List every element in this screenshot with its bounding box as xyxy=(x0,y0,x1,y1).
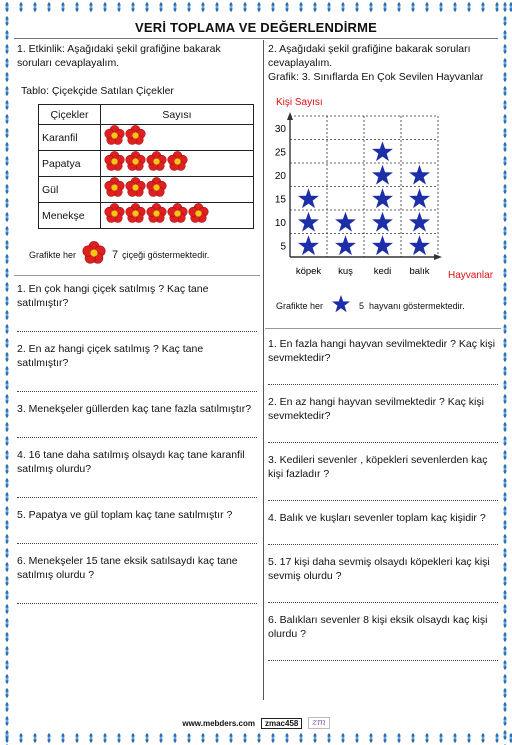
border-ornament-icon xyxy=(406,0,420,14)
border-ornament-icon xyxy=(126,731,140,745)
x-tick-label: balık xyxy=(409,266,430,277)
border-ornament-icon xyxy=(0,252,14,266)
border-ornament-icon xyxy=(0,434,14,448)
border-ornament-icon xyxy=(294,0,308,14)
y-tick-label: 5 xyxy=(280,241,286,253)
y-axis-arrow xyxy=(287,112,293,120)
border-ornament-icon xyxy=(0,0,14,14)
star-marker xyxy=(372,212,393,232)
border-ornament-icon xyxy=(0,266,14,280)
star-marker xyxy=(409,235,430,255)
border-ornament-icon xyxy=(0,504,14,518)
border-ornament-icon xyxy=(420,0,434,14)
question xyxy=(17,282,257,332)
border-ornament-icon xyxy=(364,731,378,745)
flower-icon xyxy=(167,151,188,176)
answer-line[interactable] xyxy=(268,365,498,385)
question-text: 1. En fazla hangi hayvan sevilmektedir ? Kaç kişi sevmektedir? xyxy=(268,338,496,364)
border-ornament-icon xyxy=(498,336,512,350)
border-ornament-icon xyxy=(406,731,420,745)
column-divider xyxy=(263,40,264,700)
border-ornament-icon xyxy=(498,224,512,238)
border-ornament-icon xyxy=(498,728,512,742)
footer xyxy=(0,717,512,729)
y-tick-label: 25 xyxy=(274,147,286,159)
star-marker xyxy=(335,212,356,232)
border-ornament-icon xyxy=(392,0,406,14)
border-ornament-icon xyxy=(154,731,168,745)
flower-icon xyxy=(76,241,112,269)
border-ornament-icon xyxy=(434,0,448,14)
y-tick-label: 15 xyxy=(274,194,286,206)
border-ornament-icon xyxy=(0,728,14,742)
star-marker xyxy=(372,188,393,208)
answer-line[interactable] xyxy=(268,481,498,501)
border-ornament-icon xyxy=(498,462,512,476)
border-ornament-icon xyxy=(498,350,512,364)
border-ornament-icon xyxy=(498,56,512,70)
border-ornament-icon xyxy=(498,252,512,266)
question xyxy=(268,395,498,443)
star-marker xyxy=(298,235,319,255)
flower-count-cell xyxy=(101,125,254,151)
border-ornament-icon xyxy=(0,490,14,504)
border-ornament-icon xyxy=(0,112,14,126)
star-marker xyxy=(409,188,430,208)
flower-icon xyxy=(146,203,167,228)
border-ornament-icon xyxy=(0,476,14,490)
border-ornament-icon xyxy=(498,266,512,280)
border-ornament-icon xyxy=(498,70,512,84)
answer-line[interactable] xyxy=(268,583,498,603)
border-ornament-icon xyxy=(498,238,512,252)
border-ornament-icon xyxy=(28,0,42,14)
table-row xyxy=(39,125,254,151)
star-marker xyxy=(409,212,430,232)
question xyxy=(268,511,498,545)
border-ornament-icon xyxy=(498,616,512,630)
border-ornament-icon xyxy=(498,210,512,224)
border-ornament-icon xyxy=(56,731,70,745)
star-key-number: 5 xyxy=(359,301,365,311)
border-ornament-icon xyxy=(0,336,14,350)
question-text: 5. 17 kişi daha sevmiş olsaydı köpekleri kaç kişi sevmiş olurdu ? xyxy=(268,556,490,582)
border-ornament-icon xyxy=(498,322,512,336)
border-ornament-icon xyxy=(498,378,512,392)
question xyxy=(268,453,498,501)
border-ornament-icon xyxy=(498,196,512,210)
border-ornament-icon xyxy=(498,448,512,462)
border-ornament-icon xyxy=(0,126,14,140)
flower-icon xyxy=(125,125,146,150)
border-ornament-icon xyxy=(280,0,294,14)
y-tick-label: 10 xyxy=(274,217,286,229)
border-ornament-icon xyxy=(364,0,378,14)
question xyxy=(17,508,257,544)
title-divider xyxy=(14,38,498,39)
question xyxy=(268,337,498,385)
border-ornament-icon xyxy=(0,56,14,70)
page-title: VERİ TOPLAMA VE DEĞERLENDİRME xyxy=(135,20,377,35)
border-ornament-icon xyxy=(14,731,28,745)
border-ornament-icon xyxy=(350,0,364,14)
page-border-top xyxy=(0,0,512,14)
answer-line[interactable] xyxy=(268,525,498,545)
border-ornament-icon xyxy=(252,0,266,14)
question xyxy=(17,554,257,604)
border-ornament-icon xyxy=(322,731,336,745)
border-ornament-icon xyxy=(498,112,512,126)
flower-icon xyxy=(167,203,188,228)
flower-name: Gül xyxy=(39,177,101,203)
border-ornament-icon xyxy=(56,0,70,14)
border-ornament-icon xyxy=(498,658,512,672)
border-ornament-icon xyxy=(0,322,14,336)
star-marker xyxy=(372,165,393,185)
border-ornament-icon xyxy=(42,731,56,745)
border-ornament-icon xyxy=(350,731,364,745)
right-column xyxy=(268,42,498,671)
border-ornament-icon xyxy=(0,196,14,210)
border-ornament-icon xyxy=(448,731,462,745)
border-ornament-icon xyxy=(308,0,322,14)
border-ornament-icon xyxy=(420,731,434,745)
x-tick-label: kuş xyxy=(338,266,353,277)
border-ornament-icon xyxy=(498,490,512,504)
border-ornament-icon xyxy=(140,731,154,745)
border-ornament-icon xyxy=(0,280,14,294)
border-ornament-icon xyxy=(498,574,512,588)
border-ornament-icon xyxy=(0,602,14,616)
activity-1-intro: 1. Etkinlik: Aşağıdaki şekil grafiğine bakarak soruları cevaplayalım. xyxy=(17,43,221,69)
border-ornament-icon xyxy=(498,686,512,700)
border-ornament-icon xyxy=(498,476,512,490)
border-ornament-icon xyxy=(0,616,14,630)
key-divider-right xyxy=(265,328,501,329)
border-ornament-icon xyxy=(0,98,14,112)
border-ornament-icon xyxy=(196,731,210,745)
answer-line[interactable] xyxy=(17,310,257,332)
border-ornament-icon xyxy=(84,731,98,745)
border-ornament-icon xyxy=(0,700,14,714)
page-border-bottom xyxy=(0,731,512,745)
border-ornament-icon xyxy=(498,294,512,308)
flower-icon xyxy=(104,203,125,228)
question xyxy=(268,555,498,603)
border-ornament-icon xyxy=(498,168,512,182)
table-row xyxy=(39,151,254,177)
flower-icon xyxy=(188,203,209,228)
border-ornament-icon xyxy=(0,392,14,406)
border-ornament-icon xyxy=(182,731,196,745)
border-ornament-icon xyxy=(0,588,14,602)
border-ornament-icon xyxy=(14,0,28,14)
border-ornament-icon xyxy=(112,0,126,14)
border-ornament-icon xyxy=(498,126,512,140)
footer-logo: zm xyxy=(308,717,329,729)
question-text: 6. Menekşeler 15 tane eksik satılsaydı kaç tane satılmış olurdu ? xyxy=(17,555,238,581)
border-ornament-icon xyxy=(378,0,392,14)
star-marker xyxy=(372,141,393,161)
border-ornament-icon xyxy=(0,448,14,462)
star-marker xyxy=(298,188,319,208)
border-ornament-icon xyxy=(168,0,182,14)
star-key-prefix: Grafikte her xyxy=(276,301,324,311)
border-ornament-icon xyxy=(168,731,182,745)
x-axis-arrow xyxy=(434,254,442,260)
chart-xlabel: Hayvanlar xyxy=(448,270,494,281)
question-text: 2. En az hangi çiçek satılmış ? Kaç tane satılmıştır? xyxy=(17,343,204,369)
border-ornament-icon xyxy=(210,0,224,14)
border-ornament-icon xyxy=(498,546,512,560)
table-row xyxy=(39,177,254,203)
page-border-left xyxy=(0,0,14,745)
border-ornament-icon xyxy=(238,731,252,745)
answer-line[interactable] xyxy=(17,370,257,392)
border-ornament-icon xyxy=(0,462,14,476)
border-ornament-icon xyxy=(462,731,476,745)
question-text: 3. Menekşeler güllerden kaç tane fazla satılmıştır? xyxy=(17,403,252,415)
answer-line[interactable] xyxy=(268,641,498,661)
border-ornament-icon xyxy=(498,84,512,98)
border-ornament-icon xyxy=(498,0,512,14)
key-divider-left xyxy=(14,275,260,276)
star-key-suffix: hayvanı göstermektedir. xyxy=(369,301,465,311)
border-ornament-icon xyxy=(498,420,512,434)
question xyxy=(17,402,257,438)
star-marker xyxy=(372,235,393,255)
question xyxy=(268,613,498,661)
answer-line[interactable] xyxy=(268,423,498,443)
y-tick-label: 20 xyxy=(274,170,286,182)
border-ornament-icon xyxy=(0,672,14,686)
footer-site: www.mebders.com xyxy=(182,718,255,728)
border-ornament-icon xyxy=(280,731,294,745)
answer-line[interactable] xyxy=(17,476,257,498)
star-marker xyxy=(335,235,356,255)
question xyxy=(17,448,257,498)
y-tick-label: 30 xyxy=(274,123,286,135)
flower-count-cell xyxy=(101,177,254,203)
flower-icon xyxy=(125,203,146,228)
border-ornament-icon xyxy=(0,560,14,574)
border-ornament-icon xyxy=(0,378,14,392)
border-ornament-icon xyxy=(0,532,14,546)
question-text: 2. En az hangi hayvan sevilmektedir ? Kaç kişi sevmektedir? xyxy=(268,396,484,422)
border-ornament-icon xyxy=(498,504,512,518)
table-header-flowers: Çiçekler xyxy=(39,105,101,125)
border-ornament-icon xyxy=(462,0,476,14)
border-ornament-icon xyxy=(252,731,266,745)
border-ornament-icon xyxy=(308,731,322,745)
border-ornament-icon xyxy=(28,731,42,745)
border-ornament-icon xyxy=(498,280,512,294)
border-ornament-icon xyxy=(498,140,512,154)
flower-icon xyxy=(125,177,146,202)
border-ornament-icon xyxy=(0,42,14,56)
question-text: 1. En çok hangi çiçek satılmış ? Kaç tane satılmıştır? xyxy=(17,283,209,309)
border-ornament-icon xyxy=(476,731,490,745)
question-text: 5. Papatya ve gül toplam kaç tane satılmıştır ? xyxy=(17,509,233,521)
table-row xyxy=(39,203,254,229)
border-ornament-icon xyxy=(498,434,512,448)
border-ornament-icon xyxy=(476,0,490,14)
border-ornament-icon xyxy=(498,406,512,420)
flower-key-prefix: Grafikte her xyxy=(29,250,77,260)
flower-count-cell xyxy=(101,151,254,177)
border-ornament-icon xyxy=(154,0,168,14)
star-marker xyxy=(298,212,319,232)
border-ornament-icon xyxy=(498,518,512,532)
border-ornament-icon xyxy=(0,238,14,252)
border-ornament-icon xyxy=(0,518,14,532)
border-ornament-icon xyxy=(224,0,238,14)
border-ornament-icon xyxy=(322,0,336,14)
star-marker xyxy=(409,165,430,185)
border-ornament-icon xyxy=(0,84,14,98)
x-tick-label: köpek xyxy=(295,266,322,277)
x-tick-label: kedi xyxy=(373,266,392,277)
border-ornament-icon xyxy=(336,731,350,745)
question-text: 4. Balık ve kuşları sevenler toplam kaç kişidir ? xyxy=(268,512,486,524)
border-ornament-icon xyxy=(0,224,14,238)
border-ornament-icon xyxy=(0,140,14,154)
border-ornament-icon xyxy=(0,350,14,364)
flower-icon xyxy=(104,151,125,176)
border-ornament-icon xyxy=(498,154,512,168)
footer-badge: zmac458 xyxy=(261,718,302,729)
question-text: 6. Balıkları sevenler 8 kişi eksik olsaydı kaç kişi olurdu ? xyxy=(268,614,488,640)
flower-name: Menekşe xyxy=(39,203,101,229)
answer-line[interactable] xyxy=(17,416,257,438)
border-ornament-icon xyxy=(112,731,126,745)
flower-name: Karanfil xyxy=(39,125,101,151)
border-ornament-icon xyxy=(0,308,14,322)
border-ornament-icon xyxy=(0,546,14,560)
border-ornament-icon xyxy=(266,731,280,745)
border-ornament-icon xyxy=(0,70,14,84)
flower-icon xyxy=(146,177,167,202)
border-ornament-icon xyxy=(0,658,14,672)
border-ornament-icon xyxy=(126,0,140,14)
flower-icon xyxy=(125,151,146,176)
border-ornament-icon xyxy=(0,420,14,434)
activity-2-intro: 2. Aşağıdaki şekil grafiğine bakarak soruları cevaplayalım. xyxy=(268,43,471,69)
flower-key-suffix: çiçeği göstermektedir. xyxy=(122,250,210,260)
border-ornament-icon xyxy=(498,602,512,616)
border-ornament-icon xyxy=(0,182,14,196)
border-ornament-icon xyxy=(498,630,512,644)
graph-caption: Grafik: 3. Sınıflarda En Çok Sevilen Hayvanlar xyxy=(268,71,484,83)
border-ornament-icon xyxy=(238,0,252,14)
border-ornament-icon xyxy=(0,210,14,224)
border-ornament-icon xyxy=(378,731,392,745)
flower-icon xyxy=(146,151,167,176)
border-ornament-icon xyxy=(0,574,14,588)
border-ornament-icon xyxy=(0,154,14,168)
border-ornament-icon xyxy=(98,731,112,745)
border-ornament-icon xyxy=(224,731,238,745)
border-ornament-icon xyxy=(498,700,512,714)
border-ornament-icon xyxy=(0,294,14,308)
border-ornament-icon xyxy=(98,0,112,14)
question-text: 4. 16 tane daha satılmış olsaydı kaç tane karanfil satılmış olurdu? xyxy=(17,449,245,475)
table-header-count: Sayısı xyxy=(101,105,254,125)
animal-chart xyxy=(268,96,498,286)
border-ornament-icon xyxy=(196,0,210,14)
border-ornament-icon xyxy=(392,731,406,745)
border-ornament-icon xyxy=(0,686,14,700)
question-text: 3. Kedileri sevenler , köpekleri sevenlerden kaç kişi fazladır ? xyxy=(268,454,488,480)
border-ornament-icon xyxy=(266,0,280,14)
answer-line[interactable] xyxy=(17,522,257,544)
border-ornament-icon xyxy=(70,0,84,14)
chart-ylabel: Kişi Sayısı xyxy=(276,97,323,108)
border-ornament-icon xyxy=(70,731,84,745)
flower-table xyxy=(38,104,254,229)
star-key xyxy=(276,294,498,318)
border-ornament-icon xyxy=(336,0,350,14)
flower-name: Papatya xyxy=(39,151,101,177)
border-ornament-icon xyxy=(498,308,512,322)
border-ornament-icon xyxy=(498,672,512,686)
border-ornament-icon xyxy=(434,731,448,745)
star-icon xyxy=(323,294,359,318)
border-ornament-icon xyxy=(210,731,224,745)
border-ornament-icon xyxy=(0,364,14,378)
border-ornament-icon xyxy=(498,644,512,658)
border-ornament-icon xyxy=(498,588,512,602)
border-ornament-icon xyxy=(448,0,462,14)
border-ornament-icon xyxy=(294,731,308,745)
border-ornament-icon xyxy=(0,644,14,658)
border-ornament-icon xyxy=(498,42,512,56)
table-caption: Tablo: Çiçekçide Satılan Çiçekler xyxy=(21,85,174,97)
border-ornament-icon xyxy=(42,0,56,14)
border-ornament-icon xyxy=(498,98,512,112)
border-ornament-icon xyxy=(0,630,14,644)
flower-icon xyxy=(104,125,125,150)
question xyxy=(17,342,257,392)
page-border-right xyxy=(498,0,512,745)
border-ornament-icon xyxy=(498,364,512,378)
border-ornament-icon xyxy=(0,168,14,182)
border-ornament-icon xyxy=(498,532,512,546)
flower-icon xyxy=(104,177,125,202)
border-ornament-icon xyxy=(182,0,196,14)
answer-line[interactable] xyxy=(17,582,257,604)
chart-svg xyxy=(268,96,498,286)
left-column xyxy=(17,42,257,614)
border-ornament-icon xyxy=(84,0,98,14)
flower-key-number: 7 xyxy=(112,249,119,261)
border-ornament-icon xyxy=(498,182,512,196)
border-ornament-icon xyxy=(140,0,154,14)
flower-key xyxy=(29,241,257,269)
flower-count-cell xyxy=(101,203,254,229)
border-ornament-icon xyxy=(498,392,512,406)
border-ornament-icon xyxy=(498,560,512,574)
border-ornament-icon xyxy=(0,406,14,420)
